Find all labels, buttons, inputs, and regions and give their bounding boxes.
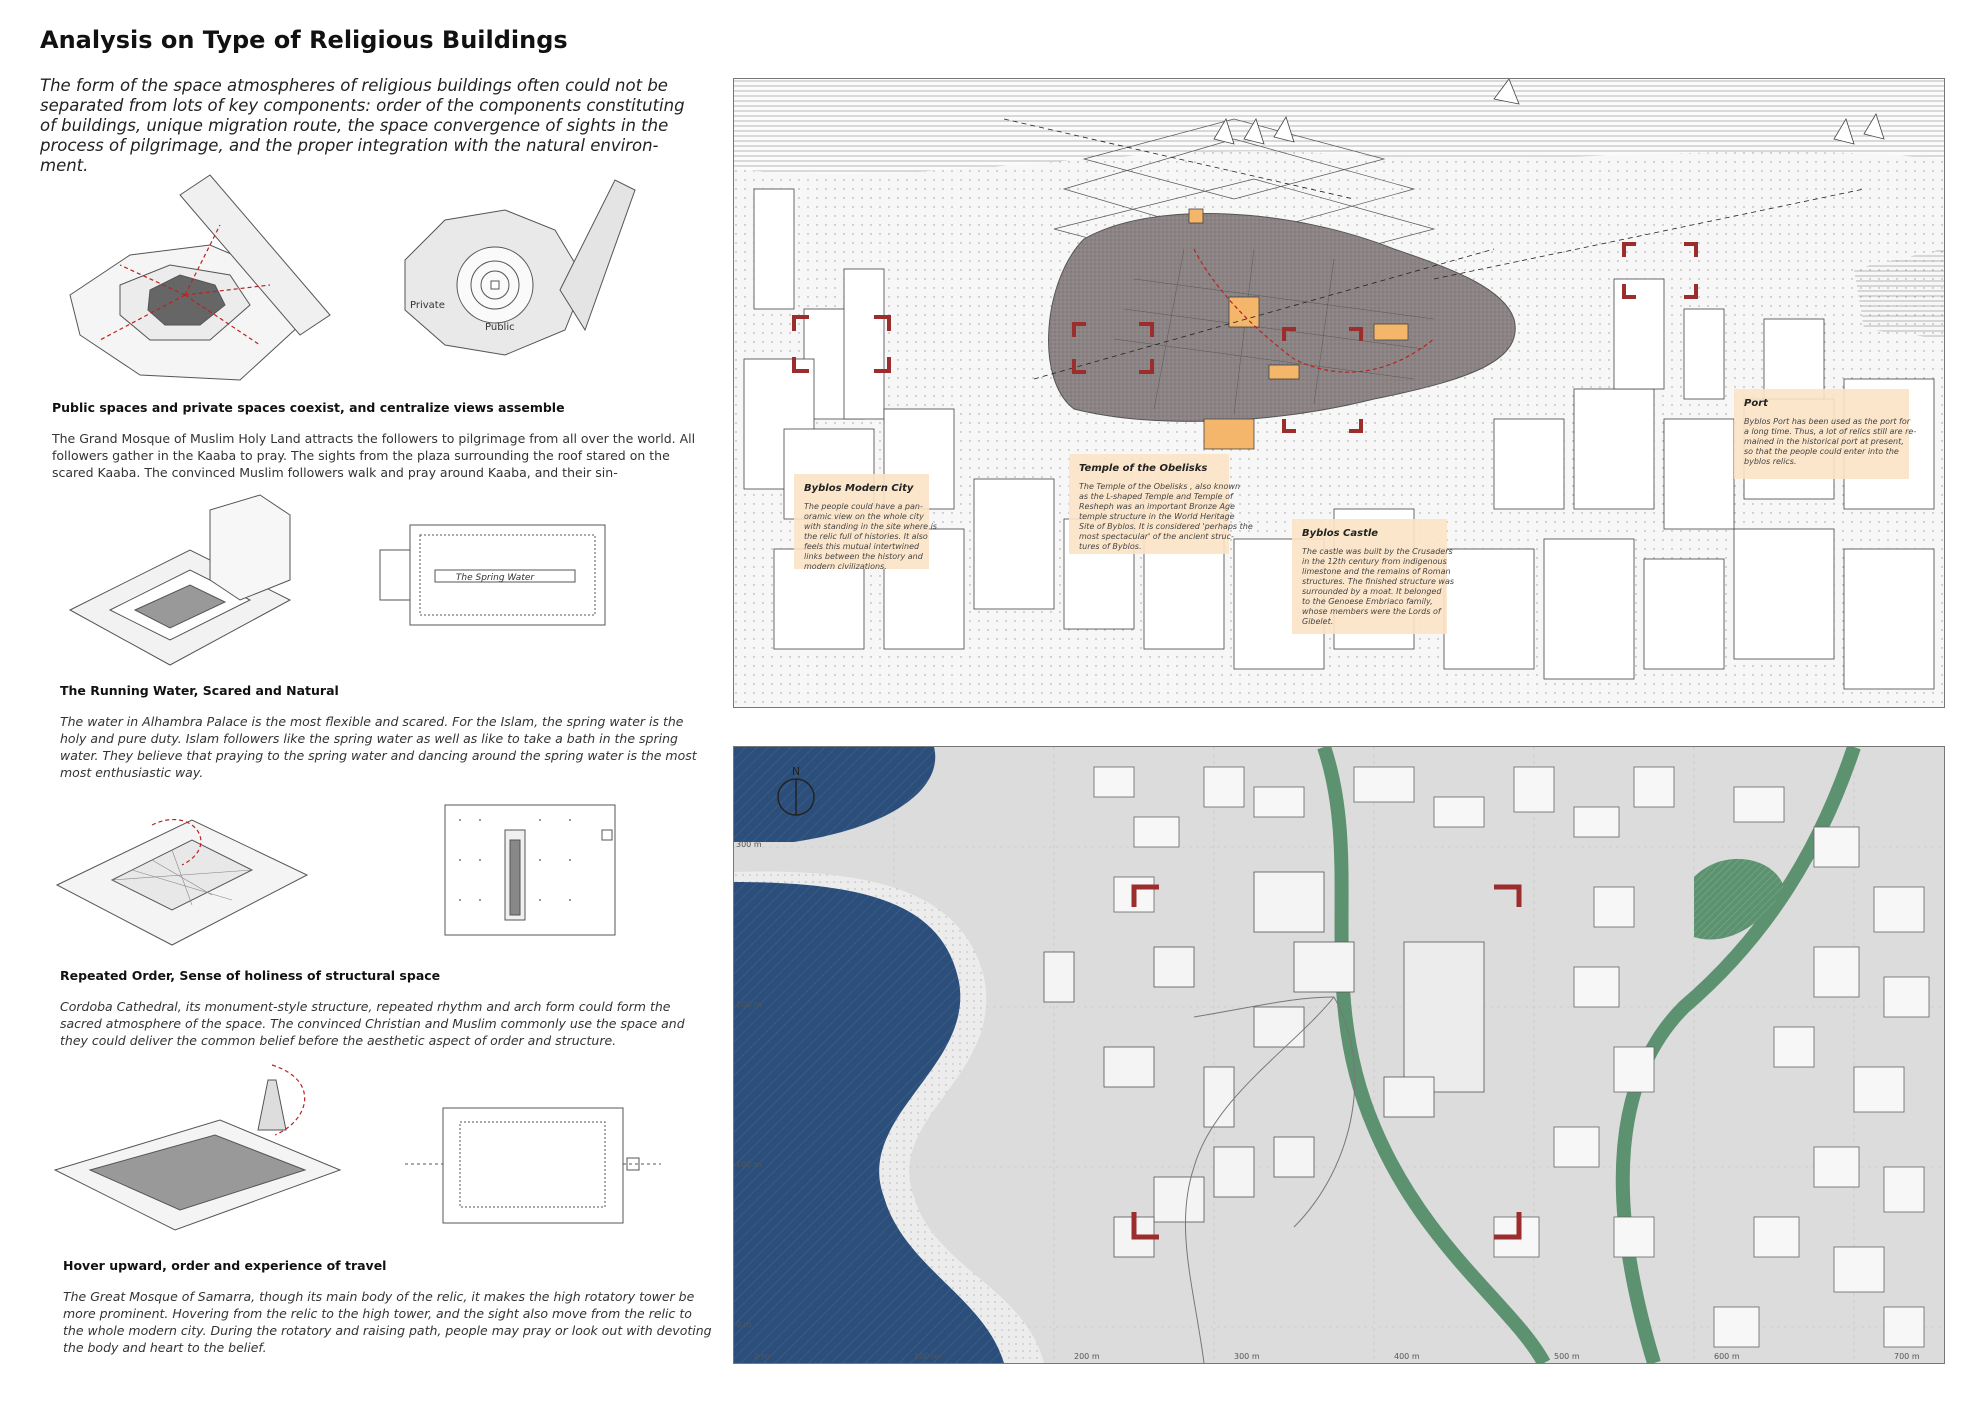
svg-text:The people could have a pan-: The people could have a pan- (804, 502, 923, 511)
site-plan-drawing (734, 747, 1944, 1363)
spring-water-label: The Spring Water (455, 573, 535, 583)
svg-text:tures of Byblos.: tures of Byblos. (1079, 542, 1142, 551)
svg-text:400 m: 400 m (1394, 1352, 1420, 1361)
section-3-text: Cordoba Cathedral, its monument-style structure, repeated rhythm and arch form could form the sacred atmosphere of the space. The convinced Christian and Muslim commonly use the space and they could deliver the common belief before the aesthetic aspect of order and structure. (60, 999, 685, 1048)
svg-text:Port: Port (1744, 398, 1768, 409)
svg-text:The Temple of the Obelisks , a: The Temple of the Obelisks , also known (1079, 482, 1241, 491)
svg-text:a long time. Thus, a lot of re: a long time. Thus, a lot of relics still are re- (1744, 427, 1917, 436)
svg-text:0 m: 0 m (754, 1352, 770, 1361)
svg-text:300 m: 300 m (1234, 1352, 1260, 1361)
section-4-text: The Great Mosque of Samarra, though its main body of the relic, it makes the high rotatory tower be more prominent. Hovering from the relic to the high tower, and the sight also move from the relic to the whole modern city. During the rotatory and raising path, people may pray or look out with devoting the body and heart to the belief. (63, 1289, 712, 1355)
kaaba-plan-diagram (385, 170, 645, 380)
svg-text:with standing in the site wher: with standing in the site where is (804, 522, 937, 531)
private-label: Private (410, 300, 445, 311)
samarra-plan-diagram (405, 1100, 665, 1230)
svg-text:temple structure in the World: temple structure in the World Heritage (1079, 512, 1235, 521)
svg-text:mained in the historical port: mained in the historical port at present, (1744, 437, 1904, 446)
svg-text:Byblos Castle: Byblos Castle (1302, 528, 1379, 539)
svg-text:modern civilizations.: modern civilizations. (804, 562, 887, 571)
cordoba-axonometric-diagram (52, 785, 312, 955)
callout-temple-of-the-obelisks (1069, 454, 1253, 554)
alhambra-plan-diagram (375, 520, 615, 630)
svg-text:to the Genoese Embriaco family: to the Genoese Embriaco family, (1302, 597, 1433, 606)
public-label: Public (485, 322, 515, 333)
section-1-text: The Grand Mosque of Muslim Holy Land attracts the followers to pilgrimage from all over the world. All followers gather in the Kaaba to pray. The sights from the plaza surrounding the roof stared on the scared Kaaba. The convinced Muslim followers walk and pray around Kaaba, and their sin- (52, 431, 696, 480)
svg-text:whose members were the Lords o: whose members were the Lords of (1302, 607, 1441, 616)
svg-text:Byblos Modern City: Byblos Modern City (804, 483, 914, 494)
svg-text:structures. The finished struc: structures. The finished structure was (1302, 577, 1455, 586)
site-plan-panel (733, 746, 1945, 1364)
alhambra-axonometric-diagram (60, 490, 300, 680)
svg-text:surrounded by a moat. It belon: surrounded by a moat. It belonged (1302, 587, 1442, 596)
callout-port (1734, 389, 1916, 479)
section-2-text: The water in Alhambra Palace is the most flexible and scared. For the Islam, the spring water is the holy and pure duty. Islam followers like the spring water as well as like to take a bath in the spring water. They believe that praying to the spring water and dancing around the spring water is the most most enthusiastic way. (60, 714, 697, 780)
kaaba-axonometric-diagram (60, 165, 360, 395)
svg-text:so that the people could enter: so that the people could enter into the (1744, 447, 1899, 456)
svg-text:300 m: 300 m (736, 840, 762, 849)
intro-text: The form of the space atmospheres of religious buildings often could not be separated from lots of key components: order of the components constituting of buildings, unique migration route, the space convergence of sights in the process of pilgrimage, and the proper integration with the natural environ- ment. (40, 76, 685, 175)
svg-text:500 m: 500 m (1554, 1352, 1580, 1361)
svg-text:feels this mutual intertwined: feels this mutual intertwined (804, 542, 920, 551)
svg-text:links between the history and: links between the history and (804, 552, 923, 561)
svg-text:Temple of the Obelisks: Temple of the Obelisks (1079, 463, 1208, 474)
svg-text:100 m: 100 m (736, 1160, 762, 1169)
samarra-axonometric-diagram (50, 1060, 350, 1235)
svg-text:the relic full of histories. I: the relic full of histories. It also (804, 532, 928, 541)
svg-text:0 m: 0 m (736, 1320, 752, 1329)
section-1-heading: Public spaces and private spaces coexist, and centralize views assemble (52, 400, 565, 415)
svg-text:Gibelet.: Gibelet. (1302, 617, 1334, 626)
section-3-heading: Repeated Order, Sense of holiness of structural space (60, 968, 441, 983)
svg-text:100 m: 100 m (914, 1352, 940, 1361)
svg-text:oramic view on the whole city: oramic view on the whole city (804, 512, 924, 521)
svg-text:600 m: 600 m (1714, 1352, 1740, 1361)
callout-byblos-castle (1292, 519, 1454, 634)
aerial-perspective-panel (733, 78, 1945, 708)
svg-text:Site of Byblos. It is consider: Site of Byblos. It is considered 'perhaps the (1079, 522, 1253, 531)
callout-byblos-modern-city (794, 474, 937, 571)
svg-text:200 m: 200 m (736, 1000, 762, 1009)
svg-text:limestone and the remains of R: limestone and the remains of Roman (1302, 567, 1451, 576)
svg-text:200 m: 200 m (1074, 1352, 1100, 1361)
svg-text:byblos relics.: byblos relics. (1744, 457, 1797, 466)
svg-text:in the 12th century from indig: in the 12th century from indigenous (1302, 557, 1447, 566)
svg-text:Byblos Port has been used as t: Byblos Port has been used as the port for (1744, 417, 1911, 426)
svg-text:most spectacular' of the ancie: most spectacular' of the ancient struc- (1079, 532, 1234, 541)
cordoba-plan-diagram (440, 800, 620, 940)
svg-text:as the L-shaped Temple and Tem: as the L-shaped Temple and Temple of (1079, 492, 1233, 501)
aerial-perspective-drawing (734, 79, 1944, 707)
svg-text:The castle was built by the Cr: The castle was built by the Crusaders (1302, 547, 1453, 556)
page-title: Analysis on Type of Religious Buildings (40, 26, 568, 54)
section-2-heading: The Running Water, Scared and Natural (60, 683, 339, 698)
section-4-heading: Hover upward, order and experience of travel (63, 1258, 387, 1273)
svg-text:N: N (791, 765, 801, 778)
svg-text:Resheph was an important Bronz: Resheph was an important Bronze Age (1079, 502, 1235, 511)
svg-text:700 m: 700 m (1894, 1352, 1920, 1361)
